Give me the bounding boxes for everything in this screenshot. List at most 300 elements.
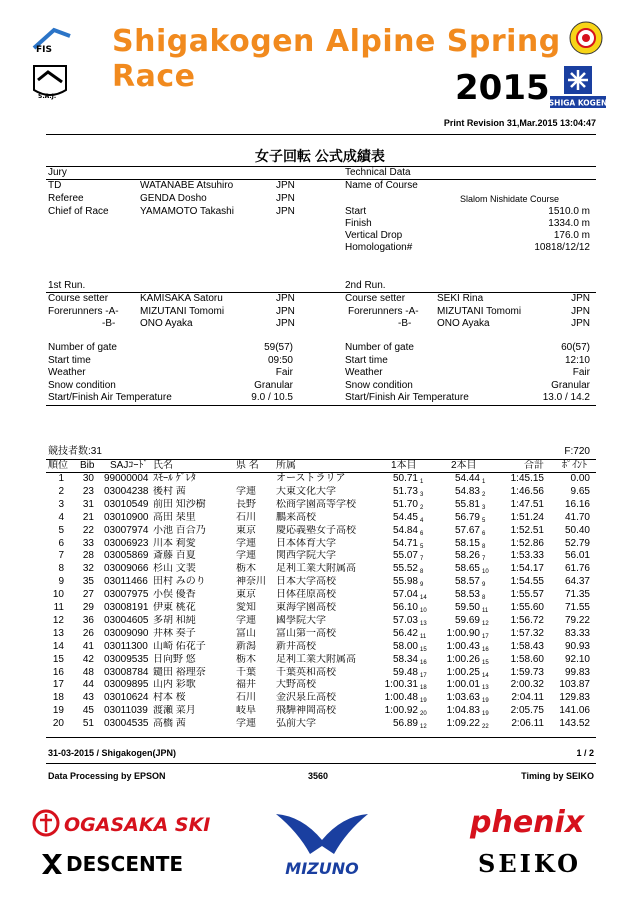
- rank-cell: 6: [58, 537, 64, 549]
- shiga-kogen-logo: [550, 66, 606, 108]
- saj-code-cell: 03007975: [104, 589, 149, 601]
- col-points: ﾎﾟｲﾝﾄ: [562, 460, 587, 471]
- run1-rank-cell: 19: [420, 698, 427, 705]
- run1-temp-label: Start/Finish Air Temperature: [48, 392, 172, 403]
- phenix-logo: [466, 802, 606, 840]
- saj-code-cell: 03010624: [104, 692, 149, 704]
- print-revision: Print Revision 31,Mar.2015 13:04:47: [443, 118, 596, 128]
- run1-time-cell: 54.84: [392, 524, 418, 536]
- run1-gates-label: Number of gate: [48, 342, 117, 353]
- points-cell: 9.65: [570, 485, 590, 497]
- run2-rank-cell: 3: [482, 504, 486, 511]
- total-cell: 2:06.11: [511, 718, 544, 730]
- run2-rank-cell: 22: [482, 724, 489, 731]
- run2-rank-cell: 5: [482, 517, 486, 524]
- run2-rank-cell: 2: [482, 491, 486, 498]
- run1-time-cell: 51.73: [392, 485, 418, 497]
- run1-temp: 9.0 / 10.5: [251, 392, 293, 403]
- run1-time-cell: 55.52: [392, 563, 418, 575]
- points-cell: 71.35: [564, 589, 590, 601]
- affiliation-cell: 関西学院大学: [276, 550, 336, 562]
- saj-code-cell: 03011039: [104, 705, 148, 717]
- run2-snow: Granular: [551, 380, 590, 391]
- mizuno-text: MIZUNO: [285, 859, 359, 878]
- prefecture-cell: 福井: [236, 679, 256, 691]
- run1-time-cell: 1:00.48: [384, 692, 418, 704]
- run1-time-cell: 56.89: [392, 718, 418, 730]
- run1-rank-cell: 16: [420, 659, 427, 666]
- points-cell: 0.00: [570, 473, 590, 484]
- points-cell: 92.10: [564, 653, 590, 665]
- prefecture-cell: 東京: [236, 524, 256, 536]
- col-bib: Bib: [80, 460, 95, 471]
- run2-time-cell: 1:00.90: [446, 627, 480, 639]
- bib-cell: 28: [82, 550, 94, 562]
- run2-rank-cell: 6: [482, 530, 486, 537]
- run2-rank-cell: 9: [482, 582, 486, 589]
- run2-rank-cell: 10: [482, 569, 489, 576]
- jury-heading: Jury: [48, 167, 67, 178]
- affiliation-cell: 日本大学高校: [276, 576, 336, 588]
- prefecture-cell: 栃木: [236, 563, 256, 575]
- affiliation-cell: 飛騨神岡高校: [276, 705, 336, 717]
- total-cell: 1:45.15: [510, 473, 544, 484]
- run1-time-cell: 1:00.92: [384, 705, 418, 717]
- run2-time-cell: 54.44: [454, 473, 480, 484]
- jury-role: Chief of Race: [48, 206, 109, 217]
- run1-time-cell: 59.48: [392, 666, 418, 678]
- rank-cell: 7: [58, 550, 64, 562]
- run1-weather: Fair: [275, 367, 293, 378]
- bib-cell: 21: [82, 511, 94, 523]
- prefecture-cell: 栃木: [236, 653, 256, 665]
- course-name-value: Slalom Nishidate Course: [460, 194, 560, 204]
- run1-snow: Granular: [254, 380, 293, 391]
- run1-rank-cell: 20: [420, 711, 427, 718]
- total-cell: 1:55.60: [510, 602, 544, 613]
- run2-time-cell: 1:04.83: [446, 705, 480, 717]
- run1-time-cell: 55.98: [392, 576, 418, 588]
- rank-cell: 19: [52, 705, 64, 717]
- col-run1: 1本目: [391, 460, 417, 471]
- run2-time-cell: 1:09.22: [446, 718, 480, 730]
- run2-start: 12:10: [564, 355, 590, 366]
- run1-rank-cell: 5: [420, 543, 424, 550]
- run2-forerunner-a-label: Forerunners -A-: [348, 306, 419, 317]
- run1-setter-label: Course setter: [48, 293, 109, 304]
- run1-rank-cell: 7: [420, 556, 424, 563]
- run2-time-cell: 54.83: [454, 485, 480, 497]
- tech-value: 176.0 m: [553, 230, 590, 241]
- name-cell: 後村 茜: [153, 485, 186, 497]
- affiliation-cell: オーストラリア: [276, 473, 346, 484]
- run2-start-label: Start time: [345, 355, 388, 366]
- total-cell: 1:54.55: [510, 576, 544, 588]
- affiliation-cell: 東海学園高校: [276, 602, 336, 613]
- f-value: F:720: [564, 446, 590, 457]
- run1-rank-cell: 1: [420, 479, 424, 485]
- total-cell: 1:59.73: [510, 666, 544, 678]
- affiliation-cell: 足利工業大附属高: [276, 563, 356, 575]
- col-rank: 順位: [48, 460, 68, 471]
- name-cell: 日向野 悠: [153, 653, 196, 665]
- col-saj-code: SAJｺｰﾄﾞ: [110, 460, 149, 471]
- affiliation-cell: 大野高校: [276, 679, 316, 691]
- name-cell: 前田 知沙樹: [153, 498, 206, 510]
- rank-cell: 13: [52, 627, 64, 639]
- prefecture-cell: 石川: [236, 511, 256, 523]
- report-code: 3560: [308, 771, 329, 781]
- rank-cell: 9: [58, 576, 64, 588]
- prefecture-cell: 富山: [236, 627, 256, 639]
- run2-weather: Fair: [572, 367, 590, 378]
- points-cell: 16.16: [564, 498, 590, 510]
- saj-code-cell: 03011466: [104, 576, 148, 588]
- rank-cell: 15: [52, 653, 64, 665]
- run1-time-cell: 1:00.31: [384, 679, 418, 691]
- name-cell: 山崎 佑花子: [153, 640, 206, 652]
- run2-time-cell: 59.69: [454, 614, 480, 626]
- tech-label: Start: [345, 206, 367, 217]
- run1-time-cell: 57.04: [392, 589, 418, 601]
- jury-role: Referee: [48, 193, 84, 204]
- affiliation-cell: 新井高校: [276, 640, 316, 652]
- saj-code-cell: 03010900: [104, 511, 149, 523]
- col-total: 合計: [524, 460, 544, 471]
- name-cell: 高橋 茜: [153, 718, 186, 730]
- prefecture-cell: 学連: [236, 485, 256, 497]
- saj-code-cell: 03007974: [104, 524, 149, 536]
- run2-rank-cell: 16: [482, 646, 489, 653]
- tech-value: 10818/12/12: [534, 242, 590, 253]
- total-cell: 2:04.11: [511, 692, 544, 704]
- rank-cell: 20: [52, 718, 64, 730]
- saj-code-cell: 03010549: [104, 498, 149, 510]
- tech-label: Vertical Drop: [345, 230, 403, 241]
- run1-rank-cell: 15: [420, 646, 427, 653]
- run2-gates: 60(57): [561, 342, 590, 353]
- total-cell: 1:56.72: [510, 614, 544, 626]
- name-cell: 多胡 和純: [153, 614, 196, 626]
- affiliation-cell: 千葉英和高校: [276, 666, 336, 678]
- jury-top-rule: [46, 166, 596, 167]
- points-cell: 50.40: [564, 524, 590, 536]
- footer-rule: [46, 763, 596, 764]
- document-title: 女子回転 公式成績表: [255, 148, 385, 164]
- bib-cell: 32: [82, 563, 94, 575]
- run1-time-cell: 58.34: [392, 653, 418, 665]
- run2-rank-cell: 19: [482, 711, 489, 718]
- bib-cell: 45: [82, 705, 94, 717]
- rank-cell: 12: [52, 614, 64, 626]
- bib-cell: 27: [82, 589, 94, 601]
- affiliation-cell: 富山第一高校: [276, 627, 336, 639]
- tech-label: Homologation#: [345, 242, 413, 253]
- shiga-kogen-text: SHIGA KOGEN: [550, 98, 606, 108]
- points-cell: 99.83: [564, 666, 590, 678]
- run1-snow-label: Snow condition: [48, 380, 116, 391]
- event-title: Shigakogen Alpine Spring Race: [112, 24, 561, 94]
- total-cell: 2:05.75: [510, 705, 544, 717]
- run2-rank-cell: 19: [482, 698, 489, 705]
- bib-cell: 29: [82, 602, 94, 613]
- run1-start-label: Start time: [48, 355, 91, 366]
- run1-time-cell: 51.70: [392, 498, 418, 510]
- run1-heading: 1st Run.: [48, 280, 86, 291]
- bib-cell: 30: [82, 473, 94, 484]
- prefecture-cell: 学連: [236, 718, 256, 730]
- affiliation-cell: 松商学園高等学校: [276, 498, 356, 510]
- prefecture-cell: 東京: [236, 589, 256, 601]
- name-cell: 川本 莉愛: [153, 537, 196, 549]
- points-cell: 64.37: [564, 576, 590, 588]
- run1-forerunner-a-nation: JPN: [276, 306, 295, 317]
- points-cell: 71.55: [564, 602, 590, 613]
- technical-heading: Technical Data: [345, 167, 411, 178]
- run1-rank-cell: 2: [420, 504, 424, 511]
- run1-time-cell: 58.00: [392, 640, 418, 652]
- run2-time-cell: 57.67: [454, 524, 480, 536]
- timing-provider: Timing by SEIKO: [521, 771, 594, 781]
- total-cell: 1:58.43: [510, 640, 544, 652]
- name-cell: 小俣 優香: [153, 589, 196, 601]
- run2-forerunner-a: MIZUTANI Tomomi: [437, 306, 522, 317]
- saj-code-cell: 03009535: [104, 653, 149, 665]
- run1-rank-cell: 11: [420, 633, 427, 640]
- run2-rank-cell: 17: [482, 633, 489, 640]
- bib-cell: 26: [82, 627, 94, 639]
- run1-gates: 59(57): [264, 342, 293, 353]
- rank-cell: 5: [58, 524, 64, 536]
- runs-bottom-rule: [46, 405, 596, 406]
- run1-forerunner-b-label: -B-: [102, 318, 116, 329]
- points-cell: 56.01: [564, 550, 590, 562]
- run2-temp-label: Start/Finish Air Temperature: [345, 392, 469, 403]
- run2-weather-label: Weather: [345, 367, 383, 378]
- run2-forerunner-b-label: -B-: [398, 318, 412, 329]
- name-cell: 伊東 桃花: [153, 602, 196, 613]
- run1-rank-cell: 17: [420, 672, 427, 679]
- data-processing: Data Processing by EPSON: [48, 771, 166, 781]
- run1-setter-nation: JPN: [276, 293, 295, 304]
- saj-code-cell: 03006923: [104, 537, 149, 549]
- run1-rank-cell: 12: [420, 724, 427, 731]
- run1-rank-cell: 14: [420, 595, 427, 602]
- prefecture-cell: 学連: [236, 614, 256, 626]
- col-affiliation: 所属: [276, 460, 296, 471]
- bib-cell: 22: [82, 524, 94, 536]
- prefecture-cell: 学連: [236, 537, 256, 549]
- run2-forerunner-b: ONO Ayaka: [437, 318, 490, 329]
- rank-cell: 1: [58, 473, 64, 484]
- prefecture-cell: 愛知: [236, 602, 256, 613]
- bib-cell: 36: [82, 614, 94, 626]
- run-rule: [46, 292, 596, 293]
- name-cell: 鑓田 裕理奈: [153, 666, 206, 678]
- name-cell: 高田 栞里: [153, 511, 196, 523]
- points-cell: 90.93: [564, 640, 590, 652]
- prefecture-cell: 石川: [236, 692, 256, 704]
- run1-forerunner-b: ONO Ayaka: [140, 318, 193, 329]
- mizuno-logo: [272, 806, 372, 880]
- ogasaka-logo: [32, 808, 214, 838]
- run1-time-cell: 56.42: [392, 627, 418, 639]
- phenix-text: phenix: [470, 805, 585, 840]
- run2-time-cell: 56.79: [454, 511, 480, 523]
- name-cell: 斎藤 百夏: [153, 550, 196, 562]
- prefecture-cell: 長野: [236, 498, 256, 510]
- run2-setter: SEKI Rina: [437, 293, 484, 304]
- run2-time-cell: 58.65: [454, 563, 480, 575]
- rank-cell: 17: [52, 679, 64, 691]
- run2-setter-nation: JPN: [571, 293, 590, 304]
- run1-weather-label: Weather: [48, 367, 86, 378]
- run1-rank-cell: 18: [420, 685, 427, 692]
- name-cell: 小池 百合乃: [153, 524, 206, 536]
- total-cell: 1:52.86: [510, 537, 544, 549]
- col-name: 氏名: [153, 460, 173, 471]
- rank-cell: 16: [52, 666, 64, 678]
- rank-cell: 3: [58, 498, 64, 510]
- jury-name: YAMAMOTO Takashi: [140, 206, 234, 217]
- bib-cell: 33: [82, 537, 94, 549]
- bib-cell: 43: [82, 692, 94, 704]
- rank-cell: 10: [52, 589, 64, 601]
- saj-code-cell: 03009895: [104, 679, 149, 691]
- total-cell: 1:54.17: [510, 563, 544, 575]
- tech-value: 1510.0 m: [548, 206, 590, 217]
- rank-cell: 8: [58, 563, 64, 575]
- run1-forerunner-a: MIZUTANI Tomomi: [140, 306, 225, 317]
- points-cell: 79.22: [564, 614, 590, 626]
- run2-rank-cell: 8: [482, 543, 486, 550]
- affiliation-cell: 日体荏原高校: [276, 589, 336, 601]
- bib-cell: 35: [82, 576, 94, 588]
- total-cell: 1:47.51: [510, 498, 544, 510]
- jury-name: WATANABE Atsuhiro: [140, 180, 234, 191]
- run2-setter-label: Course setter: [345, 293, 406, 304]
- ogasaka-text: OGASAKA SKI: [64, 814, 211, 836]
- saj-code-cell: 03004605: [104, 614, 149, 626]
- saj-code-cell: 03004238: [104, 485, 149, 497]
- bib-cell: 23: [82, 485, 94, 497]
- bib-cell: 42: [82, 653, 94, 665]
- header-divider: [46, 134, 596, 135]
- name-cell: 山内 彩歌: [153, 679, 196, 691]
- run1-rank-cell: 4: [420, 517, 424, 524]
- run2-time-cell: 1:00.25: [446, 666, 480, 678]
- prefecture-cell: 神奈川: [236, 576, 266, 588]
- run2-time-cell: 1:00.43: [446, 640, 480, 652]
- run2-rank-cell: 15: [482, 659, 489, 666]
- tech-value: 1334.0 m: [548, 218, 590, 229]
- run1-forerunner-b-nation: JPN: [276, 318, 295, 329]
- total-cell: 1:53.33: [510, 550, 544, 562]
- jury-sub-rule: [46, 179, 596, 180]
- run2-rank-cell: 14: [482, 672, 489, 679]
- points-cell: 61.76: [564, 563, 590, 575]
- points-cell: 141.06: [559, 705, 590, 717]
- prefecture-cell: 千葉: [236, 666, 256, 678]
- run2-gates-label: Number of gate: [345, 342, 414, 353]
- run2-time-cell: 55.81: [454, 498, 480, 510]
- points-cell: 143.52: [559, 718, 590, 730]
- jury-nation: JPN: [276, 180, 295, 191]
- run2-time-cell: 58.26: [454, 550, 480, 562]
- points-cell: 83.33: [564, 627, 590, 639]
- run2-time-cell: 58.57: [454, 576, 480, 588]
- run1-rank-cell: 6: [420, 530, 424, 537]
- run2-snow-label: Snow condition: [345, 380, 413, 391]
- run1-rank-cell: 13: [420, 620, 427, 627]
- run2-temp: 13.0 / 14.2: [542, 392, 590, 403]
- bib-cell: 51: [82, 718, 94, 730]
- run2-time-cell: 58.15: [454, 537, 480, 549]
- bib-cell: 48: [82, 666, 94, 678]
- total-cell: 1:58.60: [510, 653, 544, 665]
- affiliation-cell: 日本体育大学: [276, 537, 336, 549]
- results-bottom-rule: [46, 737, 596, 738]
- run2-forerunner-a-nation: JPN: [571, 306, 590, 317]
- points-cell: 41.70: [564, 511, 590, 523]
- affiliation-cell: 大東文化大学: [276, 485, 336, 497]
- affiliation-cell: 足利工業大附属高: [276, 653, 356, 665]
- rank-cell: 4: [58, 511, 64, 523]
- run2-time-cell: 1:00.01: [446, 679, 480, 691]
- saj-code-cell: 03009066: [104, 563, 149, 575]
- run2-heading: 2nd Run.: [345, 280, 386, 291]
- total-cell: 1:57.32: [510, 627, 544, 639]
- saj-code-cell: 03005869: [104, 550, 149, 562]
- shiga-emblem-icon: [568, 20, 604, 56]
- run1-rank-cell: 9: [420, 582, 424, 589]
- col-prefecture: 県 名: [236, 460, 259, 471]
- affiliation-cell: 慶応義塾女子高校: [276, 524, 356, 536]
- run1-rank-cell: 8: [420, 569, 424, 576]
- bib-cell: 31: [82, 498, 94, 510]
- rank-cell: 2: [58, 485, 64, 497]
- rank-cell: 18: [52, 692, 64, 704]
- run2-time-cell: 1:03.63: [446, 692, 480, 704]
- name-cell: 田村 みのり: [153, 576, 206, 588]
- run1-forerunner-a-label: Forerunners -A-: [48, 306, 119, 317]
- seiko-text: SEIKO: [478, 849, 581, 876]
- total-cell: 1:46.56: [510, 485, 544, 497]
- date-place: 31-03-2015 / Shigakogen(JPN): [48, 748, 177, 758]
- descente-text: DESCENTE: [66, 852, 184, 876]
- course-name-label: Name of Course: [345, 180, 418, 191]
- bib-cell: 41: [82, 640, 94, 652]
- page-number: 1 / 2: [576, 748, 594, 758]
- jury-nation: JPN: [276, 193, 295, 204]
- rank-cell: 11: [53, 602, 64, 613]
- run2-rank-cell: 13: [482, 685, 489, 692]
- name-cell: 井林 奏子: [153, 627, 196, 639]
- run1-rank-cell: 10: [420, 608, 427, 614]
- run2-time-cell: 1:00.26: [446, 653, 480, 665]
- prefecture-cell: 新潟: [236, 640, 256, 652]
- affiliation-cell: 金沢泉丘高校: [276, 692, 336, 704]
- affiliation-cell: 鵬来高校: [276, 511, 316, 523]
- saj-logo-text: S.A.J.: [38, 93, 57, 100]
- points-cell: 129.83: [559, 692, 590, 704]
- descente-logo: [40, 848, 200, 876]
- points-cell: 52.79: [564, 537, 590, 549]
- run1-time-cell: 54.45: [392, 511, 418, 523]
- event-year: 2015: [455, 68, 550, 108]
- run1-start: 09:50: [267, 355, 293, 366]
- prefecture-cell: 学連: [236, 550, 256, 562]
